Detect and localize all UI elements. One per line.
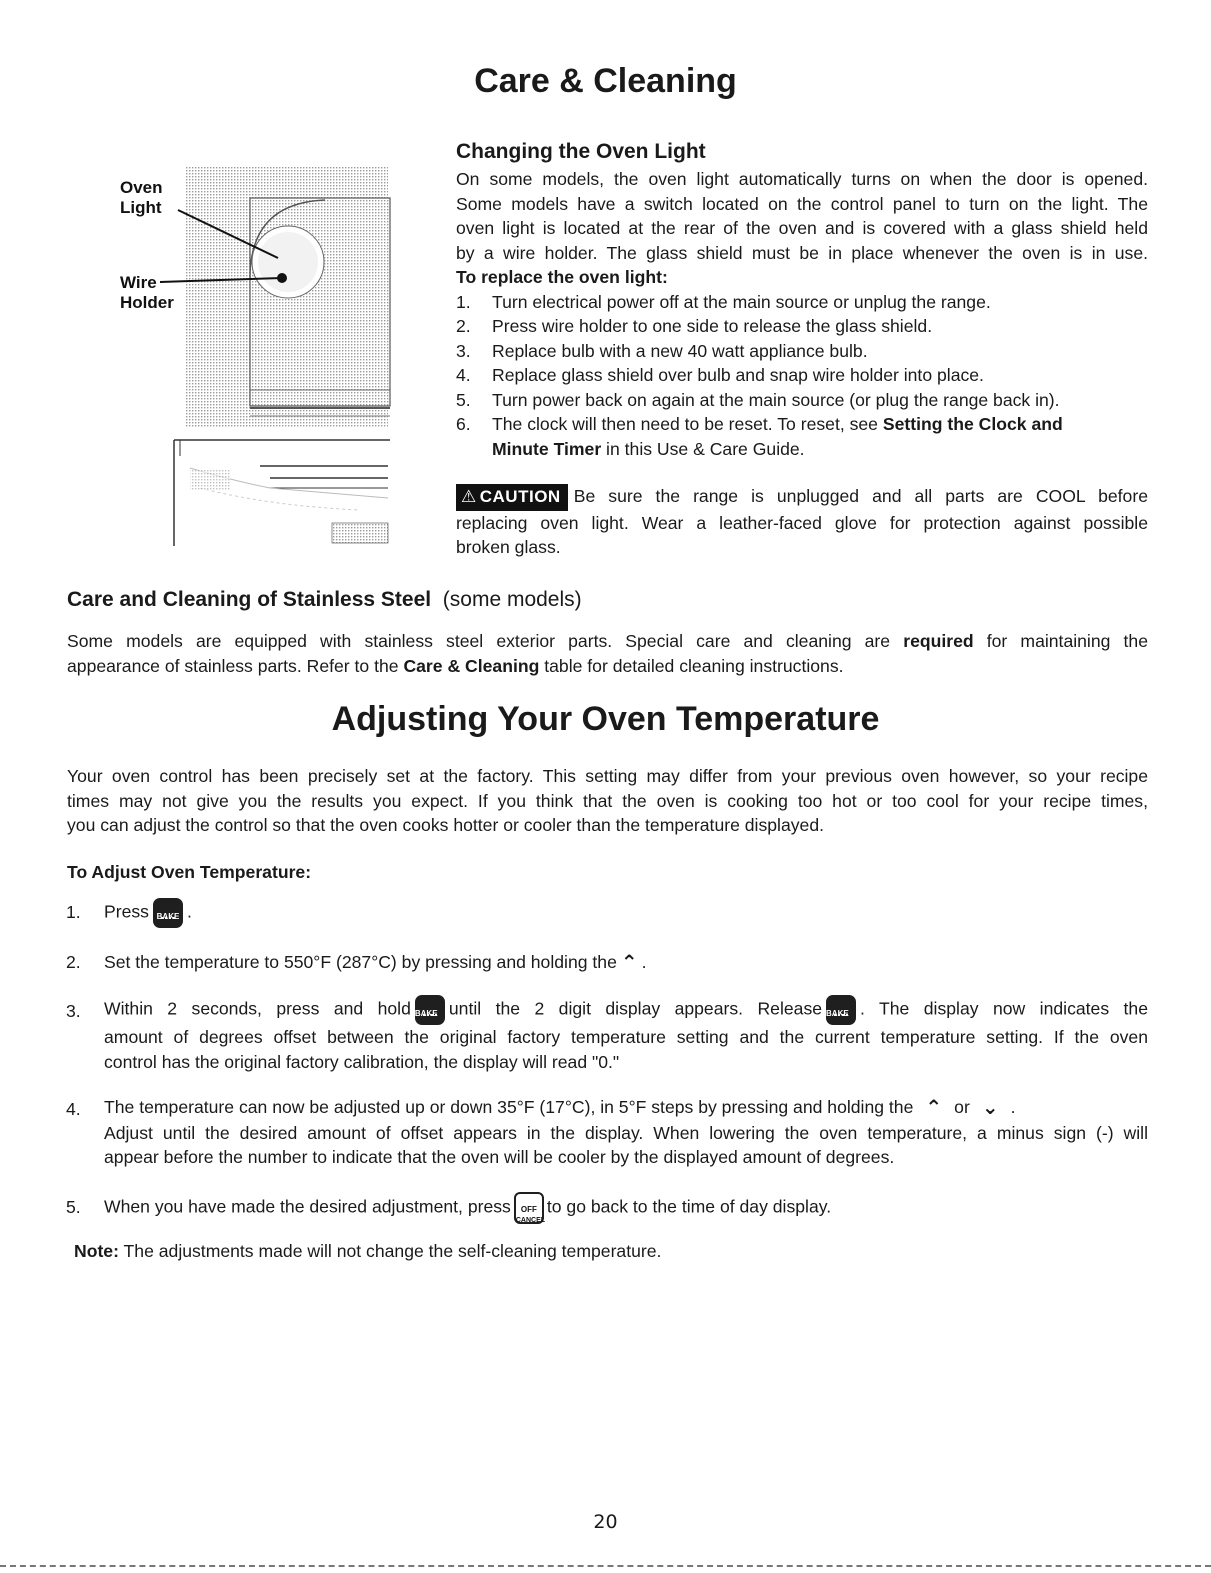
step-text	[492, 412, 1148, 461]
off-key-label: OFF	[520, 1205, 537, 1214]
step-text-part: or	[954, 1097, 970, 1117]
step-number: 6.	[456, 414, 471, 434]
stainless-text-bold: Care & Cleaning	[403, 655, 540, 676]
step-text-part: to go back to the time of day display.	[546, 1196, 832, 1217]
step-number: 4.	[66, 1099, 81, 1119]
list-item	[0, 898, 1211, 928]
bake-key-icon	[153, 898, 183, 928]
list-item	[456, 363, 1148, 388]
step-line	[104, 995, 1148, 1025]
stainless-paragraph-line	[67, 654, 1148, 679]
bake-key-label: BAKE	[414, 1009, 438, 1018]
step6-post: in this Use & Care Guide.	[601, 438, 805, 459]
figure-label-holder: Holder	[120, 293, 174, 312]
step-line	[104, 1095, 1148, 1121]
adjust-intro-line: you can adjust the control so that the oven cooks hotter or cooler than the temperature displayed.	[67, 815, 824, 835]
adjust-intro-line: Your oven control has been precisely set at the factory. This setting may differ from your previous oven however, so your recipe	[67, 766, 1148, 786]
step-text	[104, 1095, 1148, 1170]
oven-light-heading: Changing the Oven Light	[456, 140, 706, 163]
step-text	[104, 898, 1148, 928]
stainless-text-bold: required	[903, 631, 974, 651]
note-text: The adjustments made will not change the self-cleaning temperature.	[118, 1241, 662, 1261]
step-line: Adjust until the desired amount of offset appears in the display. When lowering the oven temperature, a minus sign (-) will	[104, 1122, 1148, 1143]
stainless-paragraph-line	[67, 629, 1148, 654]
page-title: Care & Cleaning	[474, 62, 737, 100]
oven-light-intro-line: On some models, the oven light automatically turns on when the door is opened.	[456, 169, 1148, 189]
oven-light-intro-line: Some models have a switch located on the control panel to turn on the light. The	[456, 193, 1148, 214]
oven-light-intro-line: oven light is located at the rear of the oven and is covered with a glass shield held	[456, 218, 1148, 238]
step-text: Press wire holder to one side to release the glass shield.	[492, 316, 933, 336]
caution-text: replacing oven light. Wear a leather-faced glove for protection against possible	[456, 512, 1148, 533]
bake-key-icon	[826, 995, 856, 1025]
step-text-part: .	[186, 901, 192, 922]
list-item	[0, 995, 1211, 1081]
stainless-heading-note: (some models)	[442, 588, 582, 611]
caution-text: broken glass.	[456, 537, 561, 557]
step-number: 5.	[456, 389, 471, 410]
step-text-part: . The display now indicates the	[860, 998, 1149, 1019]
oven-light-illustration	[120, 158, 400, 550]
step-text-part: Set the temperature to 550°F (287°C) by pressing and holding the	[104, 952, 617, 972]
step-number: 2.	[456, 316, 471, 336]
step-text-part: until the 2 digit display appears. Release	[448, 998, 823, 1019]
step-line: amount of degrees offset between the original factory temperature setting and the current temperature setting. If the oven	[104, 1027, 1148, 1047]
list-item	[456, 290, 1148, 315]
step-number: 3.	[456, 340, 471, 361]
note-label: Note:	[74, 1241, 119, 1261]
step-text	[104, 950, 1148, 976]
step-number: 5.	[66, 1197, 81, 1217]
page-bottom-rule	[0, 1565, 1211, 1567]
stainless-heading-bold: Care and Cleaning of Stainless Steel	[67, 588, 432, 611]
off-cancel-key-icon	[514, 1192, 544, 1224]
step-text-part: When you have made the desired adjustment, press	[104, 1196, 511, 1217]
bake-key-label: BAKE	[156, 912, 180, 921]
stainless-text: Some models are equipped with stainless steel exterior parts. Special care and cleaning are	[67, 631, 904, 651]
caution-badge	[456, 484, 568, 511]
step-number: 3.	[66, 1001, 81, 1021]
cancel-key-label: CANCEL	[515, 1217, 546, 1224]
step-number: 1.	[66, 902, 81, 922]
stainless-section	[67, 586, 1148, 678]
step-line: control has the original factory calibration, the display will read "0."	[104, 1051, 620, 1072]
figure-label-oven: Oven	[120, 178, 163, 197]
oven-light-section	[456, 138, 1148, 560]
adjust-intro	[67, 764, 1148, 838]
step-number: 2.	[66, 952, 81, 972]
caution-text: Be sure the range is unplugged and all parts are COOL before	[573, 486, 1148, 506]
adjust-intro-line: times may not give you the results you expect. If you think that the oven is cooking too hot or too cool for your recipe times,	[67, 790, 1148, 811]
note	[74, 1239, 661, 1264]
step-line: appear before the number to indicate that the oven will be cooler by the displayed amount of degrees.	[104, 1147, 895, 1168]
step-text: Replace bulb with a new 40 watt appliance bulb.	[492, 340, 868, 361]
step-number: 1.	[456, 291, 471, 312]
list-item	[456, 339, 1148, 364]
oven-light-intro-line: by a wire holder. The glass shield must be in place whenever the oven is in use.	[456, 242, 1148, 263]
adjust-subheading: To Adjust Oven Temperature:	[67, 862, 312, 882]
bake-key-icon	[415, 995, 445, 1025]
step-text-part: The temperature can now be adjusted up or down 35°F (17°C), in 5°F steps by pressing and holding the	[104, 1097, 914, 1117]
step-text: Replace glass shield over bulb and snap wire holder into place.	[492, 365, 984, 385]
up-arrow-key-icon: ⌃	[620, 952, 638, 975]
figure-label-light: Light	[120, 198, 162, 217]
list-item	[456, 388, 1148, 413]
step-text	[104, 1192, 1148, 1224]
down-arrow-key-icon: ⌄	[981, 1097, 999, 1120]
step-text: Turn power back on again at the main source (or plug the range back in).	[492, 389, 1060, 410]
caution-line	[456, 484, 1148, 511]
step-number: 4.	[456, 365, 471, 385]
step-text-part: .	[1010, 1097, 1016, 1117]
bake-key-label: BAKE	[826, 1009, 849, 1018]
up-arrow-key-icon: ⌃	[925, 1097, 943, 1120]
step-text-part: .	[641, 952, 647, 972]
list-item	[0, 1095, 1211, 1181]
stainless-text: for maintaining the	[973, 631, 1148, 651]
step6-pre: The clock will then need to be reset. To reset, see	[492, 414, 883, 434]
stainless-text: table for detailed cleaning instructions.	[539, 655, 844, 676]
warning-triangle-icon: ⚠	[461, 487, 477, 506]
stainless-text: appearance of stainless parts. Refer to the	[67, 655, 404, 676]
figure-label-wire: Wire	[120, 273, 157, 292]
list-item	[456, 314, 1148, 339]
adjust-heading: Adjusting Your Oven Temperature	[331, 700, 880, 738]
list-item	[0, 1190, 1211, 1222]
list-item	[0, 948, 1211, 978]
caution-label: CAUTION	[479, 487, 561, 506]
step-text-part: Within 2 seconds, press and hold	[104, 998, 411, 1019]
clock-guide-reference: Setting the Clock and	[882, 414, 1063, 434]
stainless-heading	[67, 586, 1148, 614]
replace-steps-heading: To replace the oven light:	[456, 267, 668, 287]
timer-guide-reference: Minute Timer	[492, 438, 602, 459]
list-item	[456, 412, 1148, 461]
page-number: 20	[593, 1511, 618, 1533]
step-text	[104, 995, 1148, 1074]
step-text-part: Press	[104, 901, 149, 922]
step-text: Turn electrical power off at the main source or unplug the range.	[492, 291, 991, 312]
